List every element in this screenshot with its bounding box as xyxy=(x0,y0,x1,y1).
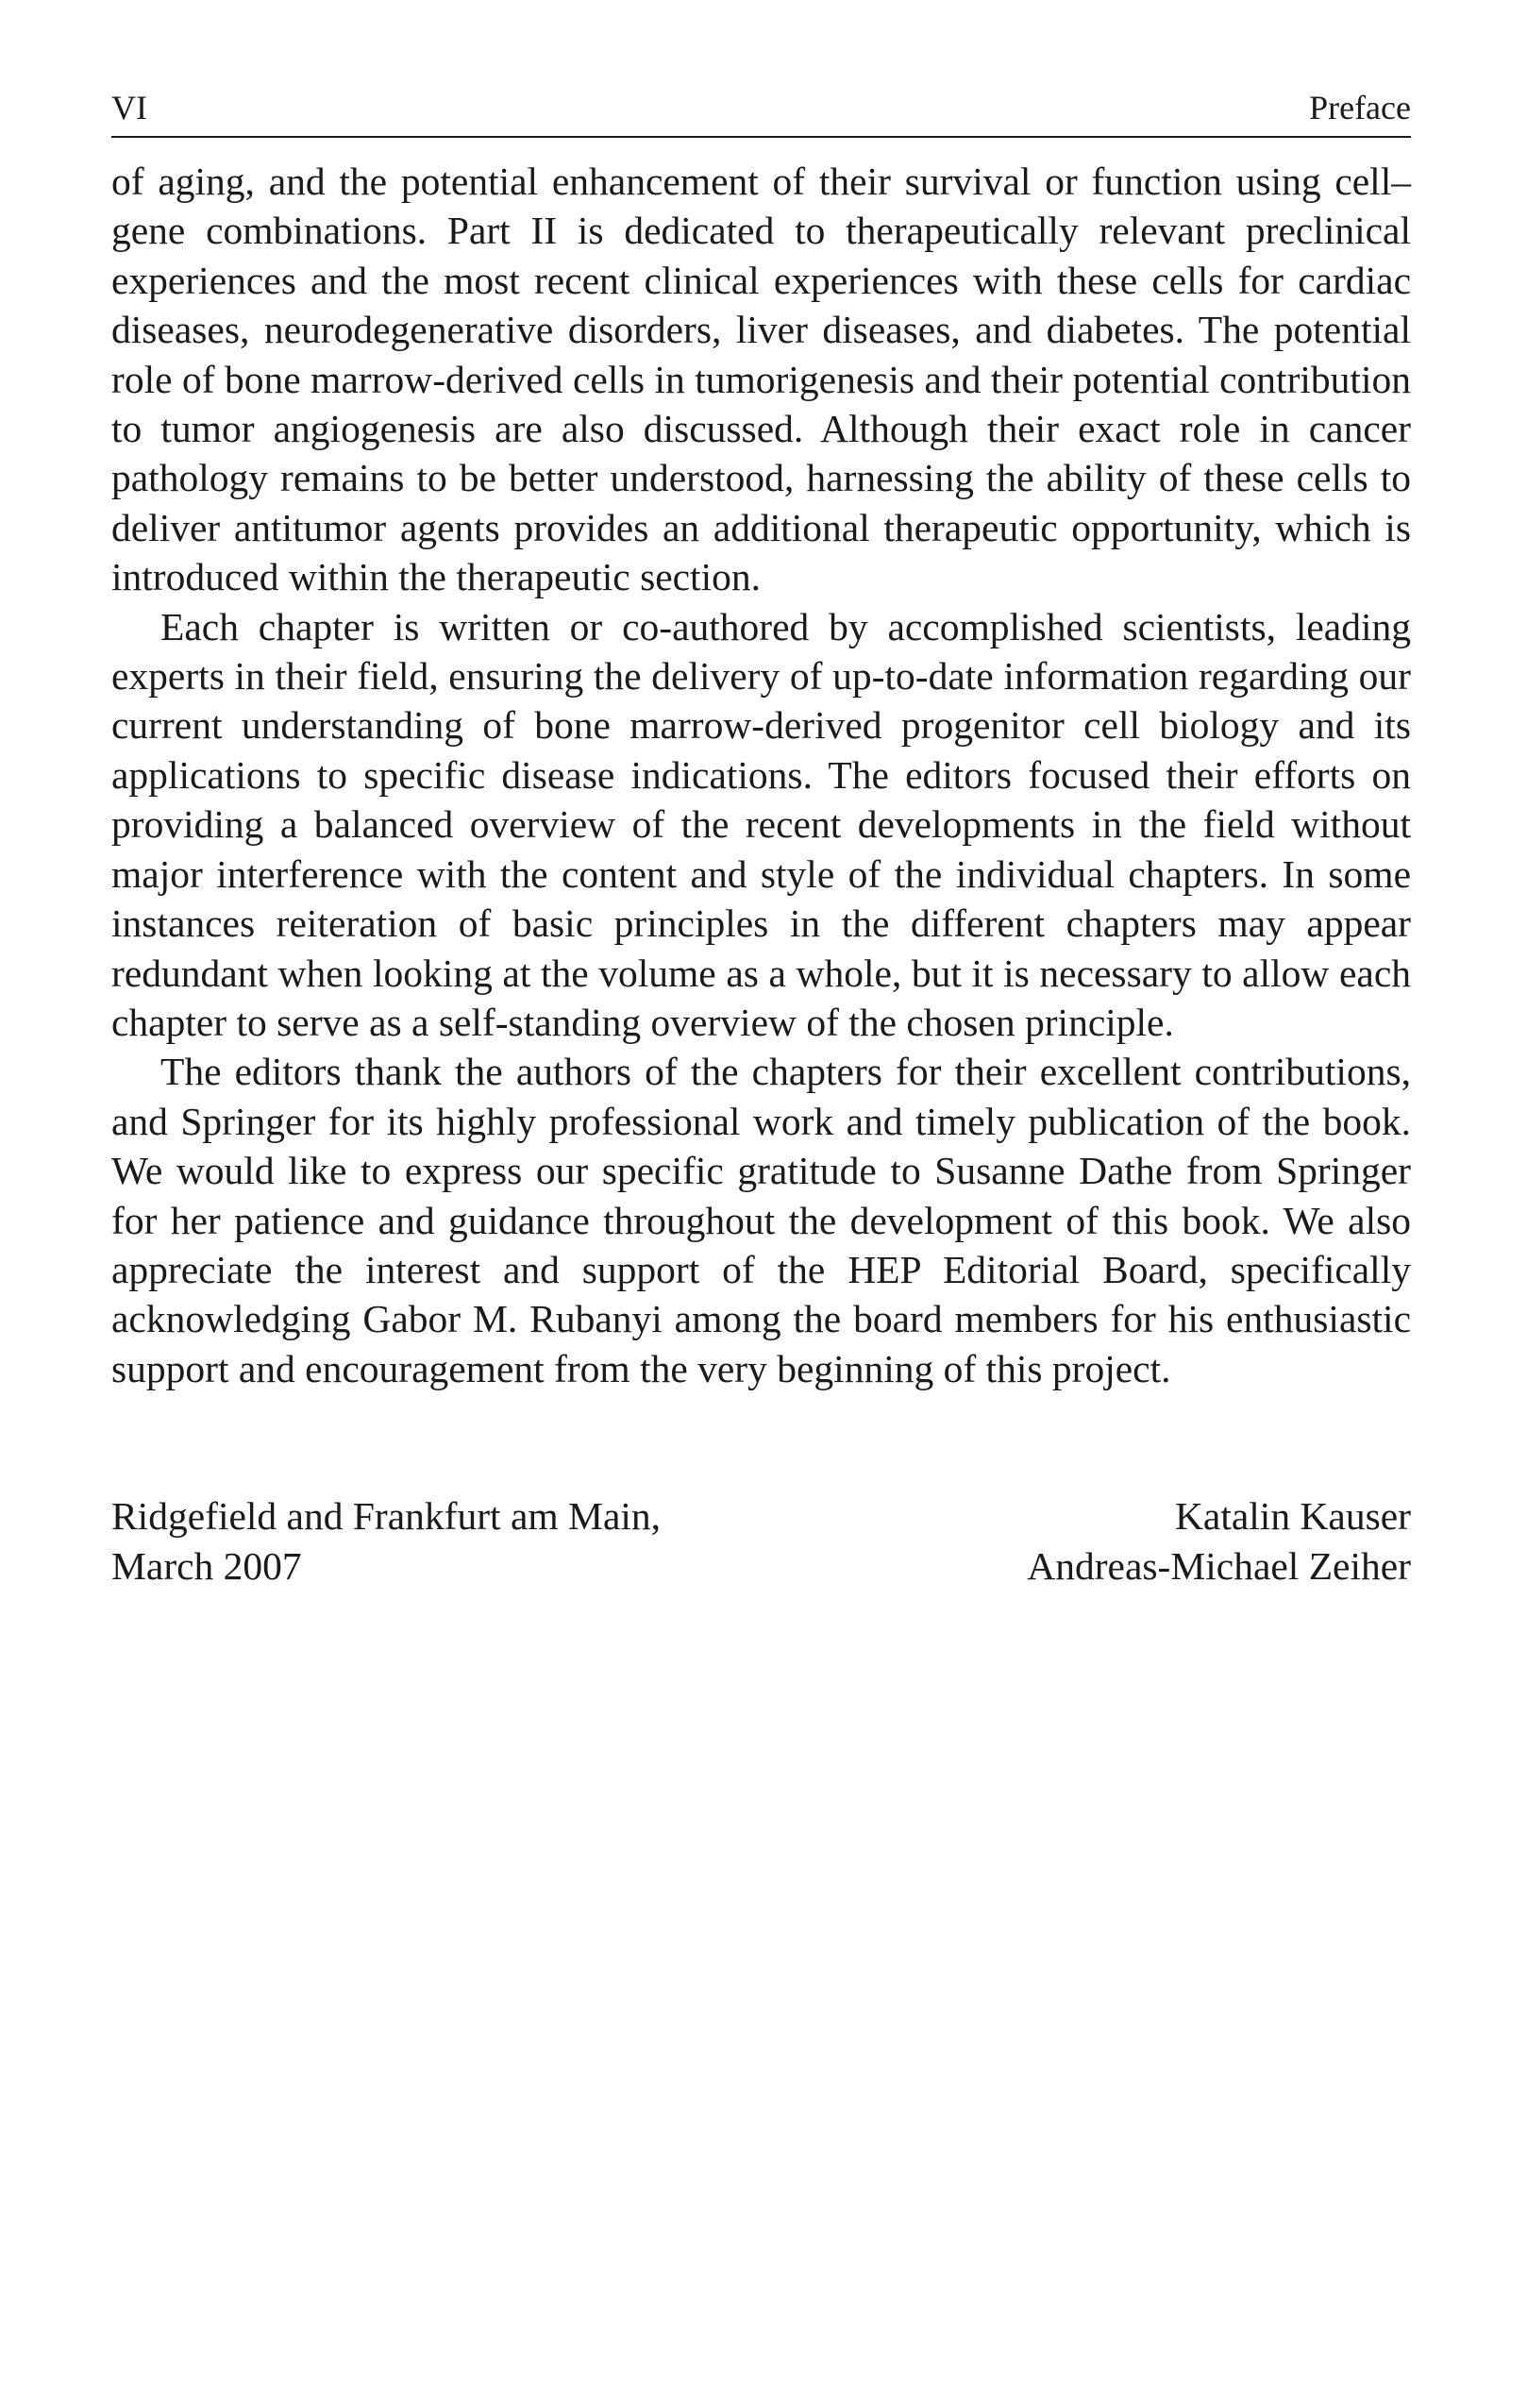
editor-name: Andreas-Michael Zeiher xyxy=(1027,1543,1411,1588)
paragraph-continued: of aging, and the potential enhancement of their survival or function using cell–gene combinations. Part II is dedicated to therapeutically relevant preclinical experiences and the most recent clinical experiences with these cells for cardiac diseases, neurodegenerative disorders, liver diseases, and diabetes. The potential role of bone marrow-derived cells in tumorigenesis and their potential contribution to tumor angiogenesis are also discussed. Although their exact role in cancer pathology remains to be better understood, harnessing the ability of these cells to deliver antitumor agents provides an additional therapeutic opportunity, which is introduced within the therapeutic section. xyxy=(111,160,1411,599)
paragraph-acknowledgements: The editors thank the authors of the chapters for their excellent contributions, and Springer for its highly professional work and timely publication of the book. We would like to express our specific gratitude to Susanne Dathe from Springer for her patience and guidance throughout the development of this book. We also appreciate the interest and support of the HEP Editorial Board, specifically acknowledging Gabor M. Rubanyi among the board members for his enthusiastic support and encouragement from the very beginning of this project. xyxy=(111,1050,1411,1390)
paragraph-chapters: Each chapter is written or co-authored by accomplished scientists, leading experts in their field, ensuring the delivery of up-to-date information regarding our current understanding of bone marrow-derived progenitor cell biology and its applications to specific disease indications. The editors focused their efforts on providing a balanced overview of the recent developments in the field without major interference with the content and style of the individual chapters. In some instances reiteration of basic principles in the different chapters may appear redundant when looking at the volume as a whole, but it is necessary to allow each chapter to serve as a self-standing overview of the chosen principle. xyxy=(111,604,1411,1044)
running-head xyxy=(111,91,1411,138)
signature-editors xyxy=(1027,1491,1411,1591)
book-page xyxy=(111,91,1411,1591)
signature-date: March 2007 xyxy=(111,1543,302,1588)
preface-body xyxy=(111,157,1411,1393)
section-title: Preface xyxy=(1309,89,1411,126)
signature-place-date xyxy=(111,1491,661,1591)
signature-place: Ridgefield and Frankfurt am Main, xyxy=(111,1494,662,1539)
editor-name: Katalin Kauser xyxy=(1174,1494,1411,1539)
signature-block xyxy=(111,1491,1411,1591)
page-number: VI xyxy=(111,89,147,126)
